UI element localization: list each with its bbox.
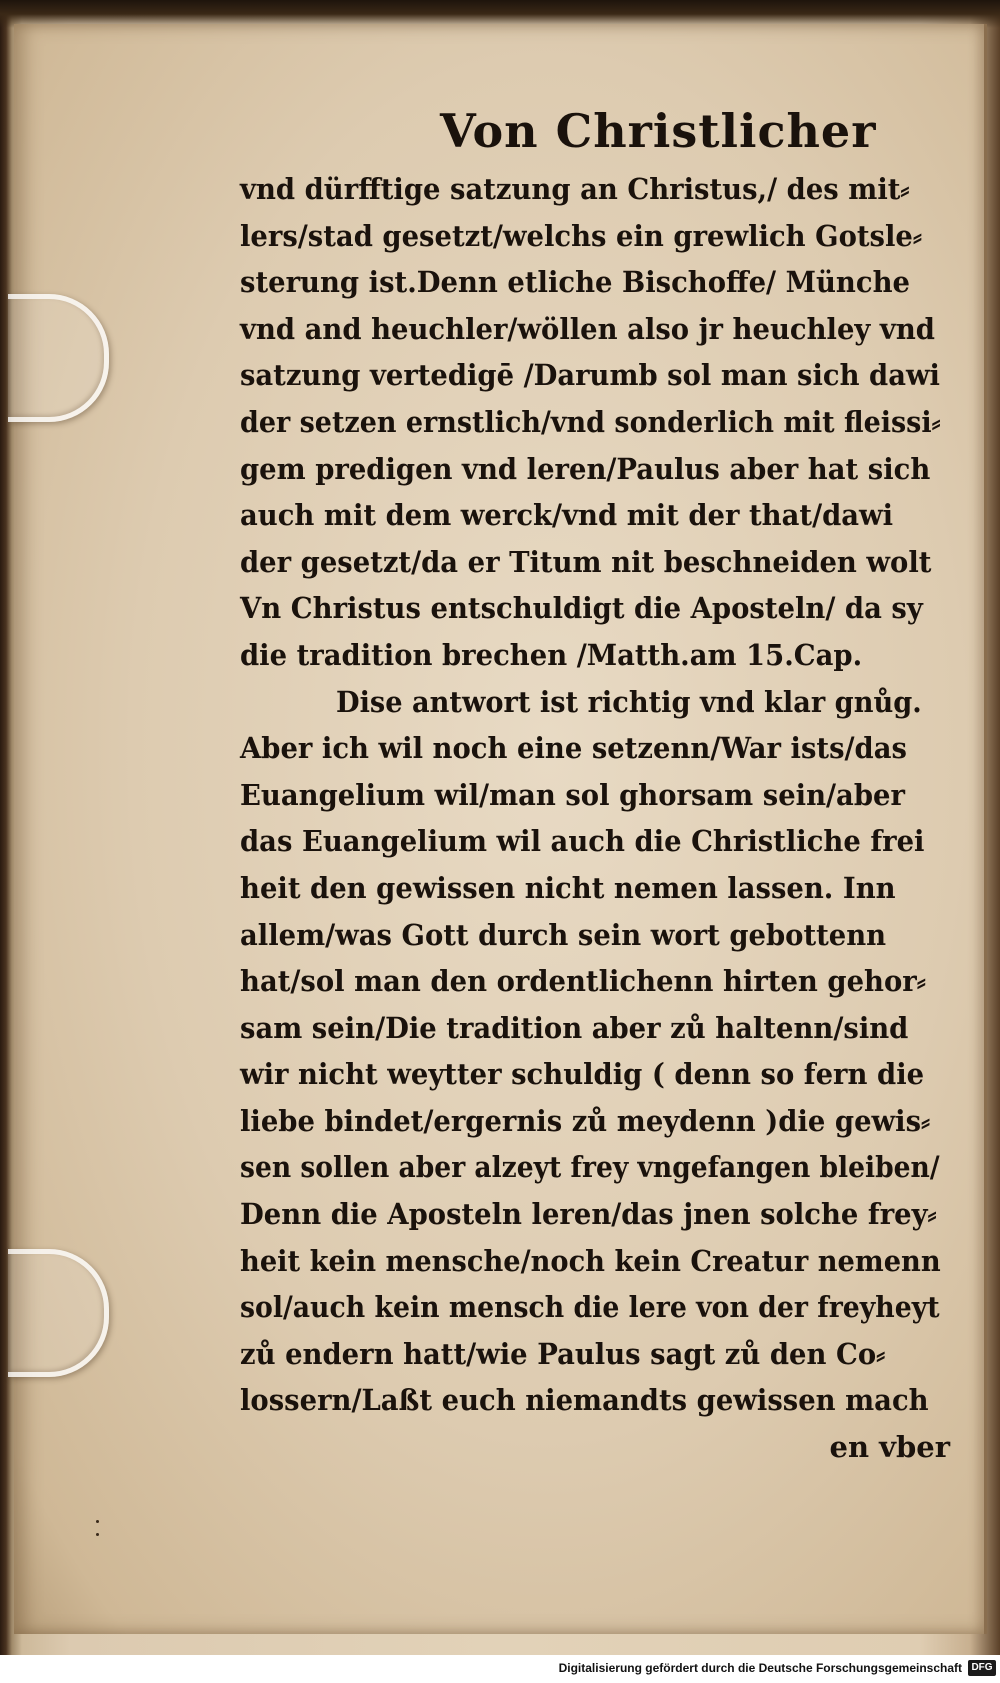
text-line: lers/stad gesetzt/welchs ein grewlich Gotsle⸗ [240, 218, 923, 253]
text-line: heit den gewissen nicht nemen lassen. Inn [240, 870, 896, 905]
text-line: der setzen ernstlich/vnd sonderlich mit fleissi⸗ [240, 404, 941, 439]
text-line: zů endern hatt/wie Paulus sagt zů den Co⸗ [240, 1336, 886, 1371]
text-line: sam sein/Die tradition aber zů haltenn/sind [240, 1010, 909, 1045]
text-line: satzung vertedigē /Darumb sol man sich dawi [240, 358, 940, 393]
body-text [240, 166, 980, 1471]
text-line: Denn die Aposteln leren/das jnen solche frey⸗ [240, 1197, 937, 1232]
text-line: Aber ich wil noch eine setzenn/War ists/das [240, 731, 907, 766]
page-clip-top [8, 294, 109, 422]
text-line: heit kein mensche/noch kein Creatur nemenn [240, 1243, 941, 1278]
text-line: sen sollen aber alzeyt frey vngefangen bleiben/ [240, 1150, 940, 1185]
text-line: Vn Christus entschuldigt die Aposteln/ da sy [240, 591, 923, 626]
running-heading: Von Christlicher [440, 104, 877, 158]
text-line: liebe bindet/ergernis zů meydenn )die gewis⸗ [240, 1103, 931, 1138]
text-line-paragraph-start: Dise antwort ist richtig vnd klar gnůg. [336, 684, 922, 719]
text-line: vnd dürfftige satzung an Christus,/ des mit⸗ [240, 172, 910, 206]
text-line: sol/auch kein mensch die lere von der freyheyt [240, 1290, 940, 1325]
text-line: allem/was Gott durch sein wort gebottenn [240, 917, 887, 952]
text-line: gem predigen vnd leren/Paulus aber hat sich [240, 451, 931, 486]
funding-credit: Digitalisierung gefördert durch die Deutsche Forschungsgemeinschaft [558, 1661, 962, 1675]
text-line: sterung ist.Denn etliche Bischoffe/ Münche [240, 265, 910, 300]
text-line: wir nicht weytter schuldig ( denn so fern die [240, 1057, 925, 1092]
margin-specks [96, 1520, 100, 1550]
text-line: der gesetzt/da er Titum nit beschneiden wolt [240, 544, 932, 579]
text-line: das Euangelium wil auch die Christliche frei [240, 824, 925, 859]
text-line: vnd and heuchler/wöllen also jr heuchley vnd [240, 311, 935, 346]
dfg-logo: DFG [968, 1660, 996, 1676]
digitization-footer [0, 1655, 1000, 1683]
text-line: auch mit dem werck/vnd mit der that/dawi [240, 498, 894, 533]
text-line: Euangelium wil/man sol ghorsam sein/aber [240, 777, 905, 812]
text-line: lossern/Laßt euch niemandts gewissen mach [240, 1383, 929, 1418]
page-clip-bottom [8, 1249, 109, 1377]
catchword: en vber [829, 1430, 950, 1465]
text-line: hat/sol man den ordentlichenn hirten gehor⸗ [240, 964, 926, 999]
text-line: die tradition brechen /Matth.am 15.Cap. [240, 637, 863, 672]
